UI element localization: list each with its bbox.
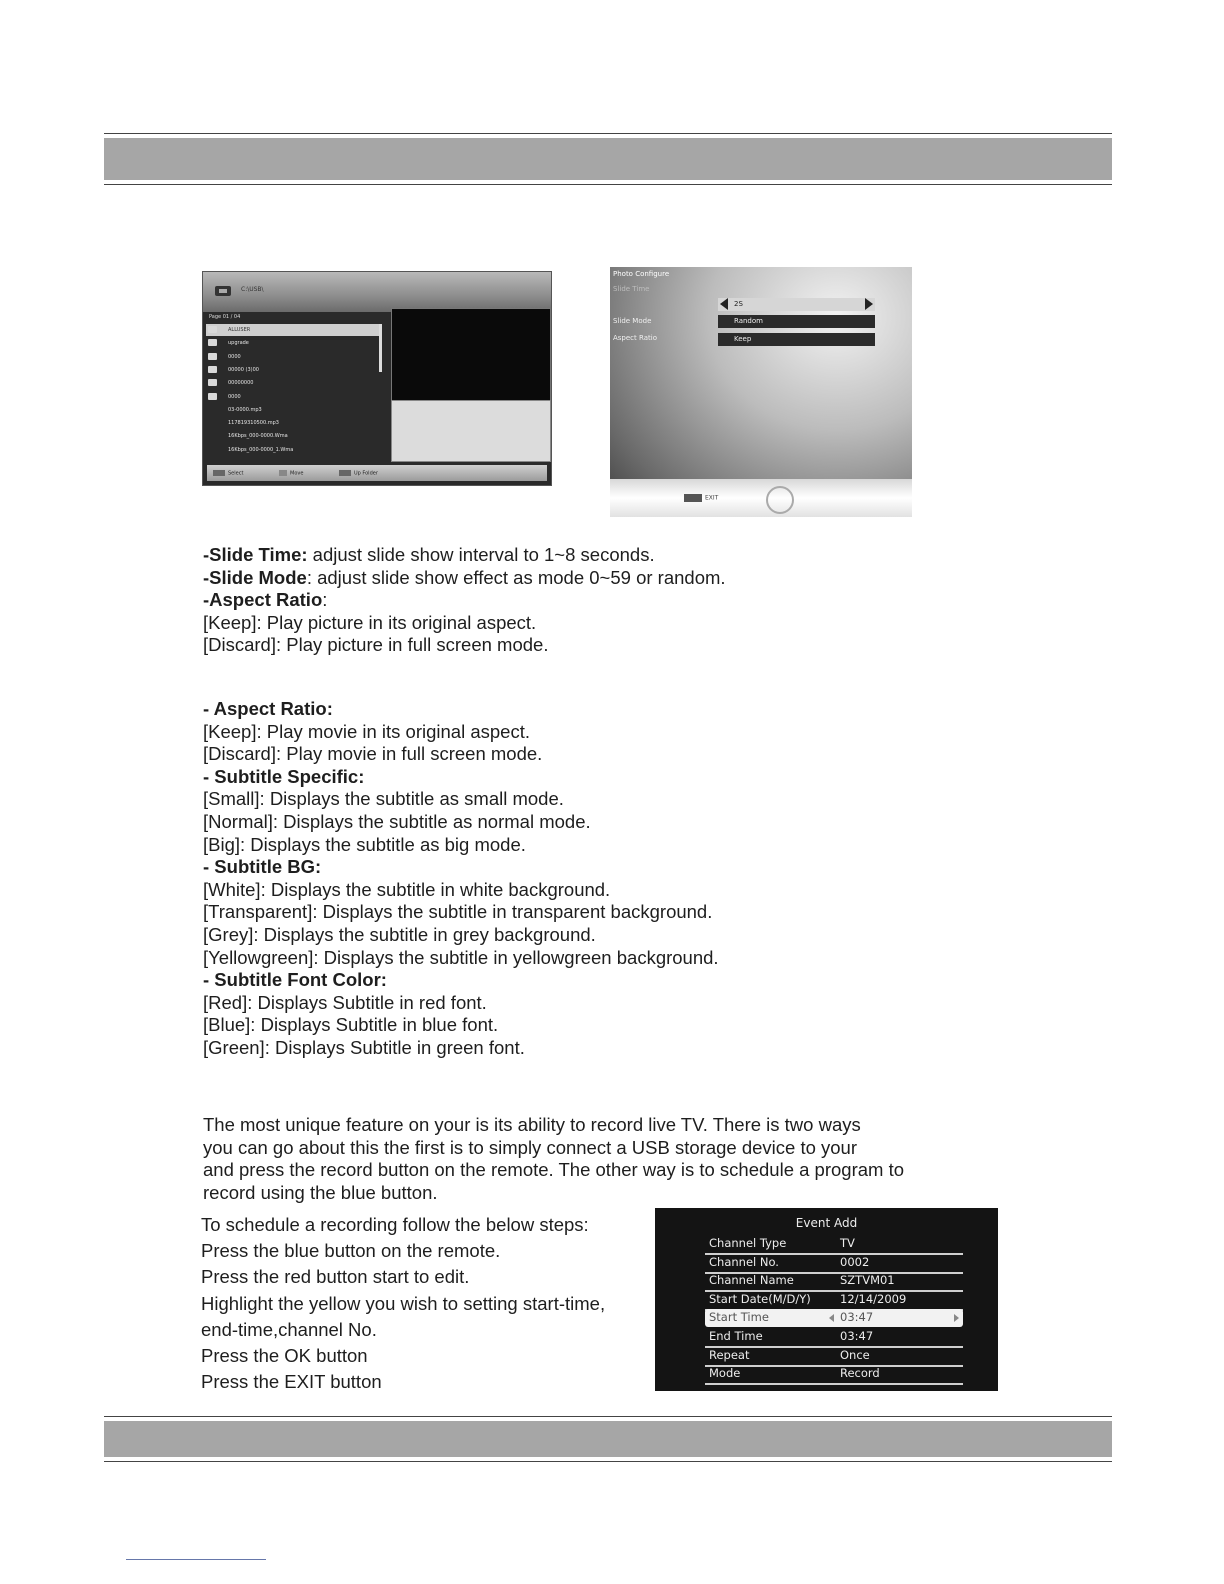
file-name: ALLUSER bbox=[228, 327, 251, 333]
event-row-value: Record bbox=[840, 1366, 880, 1381]
header-rule-bottom bbox=[104, 184, 1112, 185]
browser-page-info: Page 01 / 04 bbox=[209, 314, 241, 320]
event-row-label: Mode bbox=[709, 1366, 741, 1381]
event-row-value: 03:47 bbox=[840, 1329, 874, 1343]
photo-config-title: Photo Configure bbox=[613, 270, 670, 278]
hint-select: Select bbox=[228, 470, 244, 477]
photo-row-value: Keep bbox=[734, 335, 752, 343]
folder-icon bbox=[208, 393, 217, 400]
photo-row-value: 2S bbox=[734, 300, 743, 308]
text-line bbox=[203, 833, 526, 856]
text-plain: adjust slide show interval to 1~8 seconds. bbox=[307, 544, 655, 565]
text-line bbox=[203, 543, 655, 566]
event-add-screenshot bbox=[655, 1208, 998, 1391]
event-row[interactable] bbox=[705, 1291, 963, 1311]
event-row[interactable] bbox=[705, 1365, 963, 1385]
file-list-item[interactable] bbox=[206, 430, 382, 442]
event-row-value: TV bbox=[840, 1236, 855, 1250]
file-list-item[interactable] bbox=[206, 351, 382, 363]
photo-row-value: Random bbox=[734, 317, 763, 325]
file-name: 03-0000.mp3 bbox=[228, 406, 262, 413]
text-plain: [Green]: Displays Subtitle in green font. bbox=[203, 1037, 525, 1058]
photo-configure-screenshot bbox=[610, 267, 912, 517]
header-band bbox=[104, 133, 1112, 185]
text-plain: [Small]: Displays the subtitle as small mode. bbox=[203, 788, 564, 810]
text-plain: [Grey]: Displays the subtitle in grey background. bbox=[203, 924, 596, 945]
paragraph-line: The most unique feature on your is its ability to record live TV. There is two ways bbox=[203, 1114, 861, 1135]
browser-preview-top bbox=[391, 308, 551, 402]
event-row-label: Start Date(M/D/Y) bbox=[709, 1291, 811, 1306]
step-line: Press the blue button on the remote. bbox=[201, 1240, 501, 1262]
footer-rule-top bbox=[104, 1416, 1112, 1417]
event-row[interactable] bbox=[705, 1254, 963, 1274]
browser-header bbox=[203, 272, 552, 312]
file-browser-screenshot bbox=[202, 271, 552, 486]
file-name: 0000 bbox=[228, 393, 241, 400]
file-name: 0000 bbox=[228, 353, 241, 360]
text-line bbox=[203, 742, 542, 765]
step-line: end-time,channel No. bbox=[201, 1318, 377, 1340]
text-line bbox=[203, 900, 712, 923]
step-line: Press the EXIT button bbox=[201, 1371, 382, 1393]
exit-key-icon bbox=[684, 494, 702, 502]
text-line bbox=[203, 720, 530, 743]
text-line bbox=[203, 588, 327, 611]
left-arrow-icon[interactable] bbox=[829, 1314, 834, 1322]
text-line bbox=[203, 765, 364, 788]
text-line bbox=[203, 810, 591, 833]
paragraph-line: you can go about this the first is to simply connect a USB storage device to your bbox=[203, 1136, 858, 1158]
exit-label: EXIT bbox=[705, 494, 719, 502]
event-row-label: Channel Type bbox=[709, 1236, 787, 1250]
file-list-item[interactable] bbox=[206, 404, 382, 416]
usb-device-icon bbox=[213, 282, 233, 300]
event-row-label: Channel Name bbox=[709, 1273, 794, 1288]
browser-path: C:\USB\ bbox=[241, 286, 264, 293]
text-line bbox=[203, 923, 596, 946]
text-plain: [Red]: Displays Subtitle in red font. bbox=[203, 991, 487, 1013]
text-plain: [Normal]: Displays the subtitle as normal mode. bbox=[203, 811, 591, 832]
text-bold: -Slide Time: bbox=[203, 544, 308, 565]
header-fill bbox=[104, 138, 1112, 180]
event-row[interactable] bbox=[705, 1272, 963, 1292]
folder-icon bbox=[208, 366, 217, 373]
text-line bbox=[203, 991, 487, 1014]
exit-hint bbox=[684, 494, 718, 502]
right-arrow-icon[interactable] bbox=[954, 1314, 959, 1322]
file-name: 16Kbps_000-0000_1.Wma bbox=[228, 446, 294, 453]
folder-icon bbox=[208, 353, 217, 360]
hint-move: Move bbox=[290, 470, 304, 477]
text-line bbox=[203, 633, 548, 656]
browser-hint-bar bbox=[207, 465, 547, 481]
step-line: Press the red button start to edit. bbox=[201, 1266, 470, 1288]
text-line bbox=[203, 787, 564, 810]
event-row-label: Start Time bbox=[709, 1310, 769, 1325]
text-plain: [Discard]: Play movie in full screen mode. bbox=[203, 743, 543, 765]
file-list-item[interactable] bbox=[206, 377, 382, 389]
text-line bbox=[203, 855, 321, 878]
event-row-value: 03:47 bbox=[840, 1310, 874, 1325]
file-list-item[interactable] bbox=[206, 391, 382, 403]
file-name: 00000 (3)00 bbox=[228, 366, 259, 373]
text-bold: -Aspect Ratio bbox=[203, 589, 323, 611]
text-line bbox=[203, 1013, 498, 1036]
file-list-item[interactable] bbox=[206, 417, 382, 429]
file-name: 00000000 bbox=[228, 380, 254, 387]
paragraph-line: and press the record button on the remote. The other way is to schedule a program to bbox=[203, 1159, 905, 1181]
page-footer-link-rule bbox=[126, 1559, 266, 1560]
file-list-item[interactable] bbox=[206, 337, 382, 349]
event-row-value: Once bbox=[840, 1347, 870, 1362]
footer-fill bbox=[104, 1421, 1112, 1457]
text-plain: : adjust slide show effect as mode 0~59 or random. bbox=[306, 566, 726, 588]
photo-row-label: Aspect Ratio bbox=[613, 334, 657, 342]
event-add-title: Event Add bbox=[795, 1216, 858, 1230]
event-row-value: 0002 bbox=[840, 1254, 870, 1269]
aspect-ratio-value[interactable] bbox=[718, 333, 875, 346]
header-rule-top bbox=[104, 133, 1112, 134]
text-bold: -Slide Mode bbox=[203, 566, 307, 588]
menu-key-icon bbox=[339, 470, 351, 476]
text-bold: - Aspect Ratio: bbox=[203, 698, 333, 719]
text-plain: [Yellowgreen]: Displays the subtitle in yellowgreen background. bbox=[203, 946, 719, 968]
event-row-label: Channel No. bbox=[709, 1254, 779, 1269]
step-line: To schedule a recording follow the below steps: bbox=[201, 1214, 589, 1235]
text-line bbox=[203, 1036, 525, 1059]
event-row[interactable] bbox=[705, 1235, 963, 1255]
text-bold: - Subtitle BG: bbox=[203, 856, 322, 878]
file-list-item[interactable] bbox=[206, 364, 382, 376]
folder-icon bbox=[208, 339, 217, 346]
event-row[interactable] bbox=[705, 1347, 963, 1367]
photo-row-label: Slide Mode bbox=[613, 317, 652, 325]
file-list-item[interactable] bbox=[206, 444, 382, 456]
browser-scrollbar[interactable] bbox=[379, 324, 382, 372]
event-row-label: End Time bbox=[709, 1329, 763, 1343]
folder-icon bbox=[208, 379, 217, 386]
footer-rule-bottom bbox=[104, 1461, 1112, 1462]
text-plain: : bbox=[322, 589, 328, 611]
file-list-item[interactable] bbox=[206, 324, 382, 336]
event-row[interactable] bbox=[705, 1328, 963, 1348]
step-line: Highlight the yellow you wish to setting start-time, bbox=[201, 1292, 606, 1314]
photo-config-hint-bar bbox=[610, 479, 912, 517]
text-plain: [Blue]: Displays Subtitle in blue font. bbox=[203, 1014, 499, 1036]
file-name: 117819310500.mp3 bbox=[228, 420, 279, 427]
photo-row-label: Slide Time bbox=[613, 285, 650, 293]
text-plain: [Keep]: Play picture in its original aspect. bbox=[203, 611, 537, 633]
file-name: upgrade bbox=[228, 340, 249, 347]
slide-mode-value[interactable] bbox=[718, 315, 875, 328]
text-line bbox=[203, 946, 719, 969]
event-row-value: 12/14/2009 bbox=[840, 1291, 907, 1306]
paragraph-line: record using the blue button. bbox=[203, 1181, 438, 1203]
move-icon bbox=[279, 470, 287, 476]
hint-up-folder: Up Folder bbox=[354, 470, 378, 477]
slide-time-value[interactable] bbox=[718, 298, 875, 311]
text-plain: [Big]: Displays the subtitle as big mode. bbox=[203, 833, 526, 855]
browser-preview-bottom bbox=[391, 400, 551, 462]
text-plain: [Keep]: Play movie in its original aspect. bbox=[203, 720, 530, 742]
footer-band bbox=[104, 1416, 1112, 1462]
text-bold: - Subtitle Specific: bbox=[203, 765, 365, 787]
ok-key-icon bbox=[213, 470, 225, 476]
text-plain: [White]: Displays the subtitle in white background. bbox=[203, 878, 611, 900]
text-bold: - Subtitle Font Color: bbox=[203, 969, 387, 991]
step-line: Press the OK button bbox=[201, 1345, 368, 1366]
text-line bbox=[203, 611, 536, 634]
event-row-label: Repeat bbox=[709, 1347, 750, 1362]
folder-icon bbox=[208, 326, 217, 333]
text-plain: [Transparent]: Displays the subtitle in transparent background. bbox=[203, 901, 713, 923]
text-line bbox=[203, 697, 333, 720]
right-arrow-icon[interactable] bbox=[865, 298, 873, 310]
event-row-value: SZTVM01 bbox=[840, 1273, 895, 1288]
text-line bbox=[203, 878, 610, 901]
text-plain: [Discard]: Play picture in full screen mode. bbox=[203, 634, 549, 656]
text-line bbox=[203, 566, 726, 589]
event-row[interactable] bbox=[705, 1309, 963, 1327]
left-arrow-icon[interactable] bbox=[720, 298, 728, 310]
file-name: 16Kbps_000-0000.Wma bbox=[228, 433, 288, 440]
text-line bbox=[203, 968, 387, 991]
dpad-icon bbox=[766, 486, 794, 514]
